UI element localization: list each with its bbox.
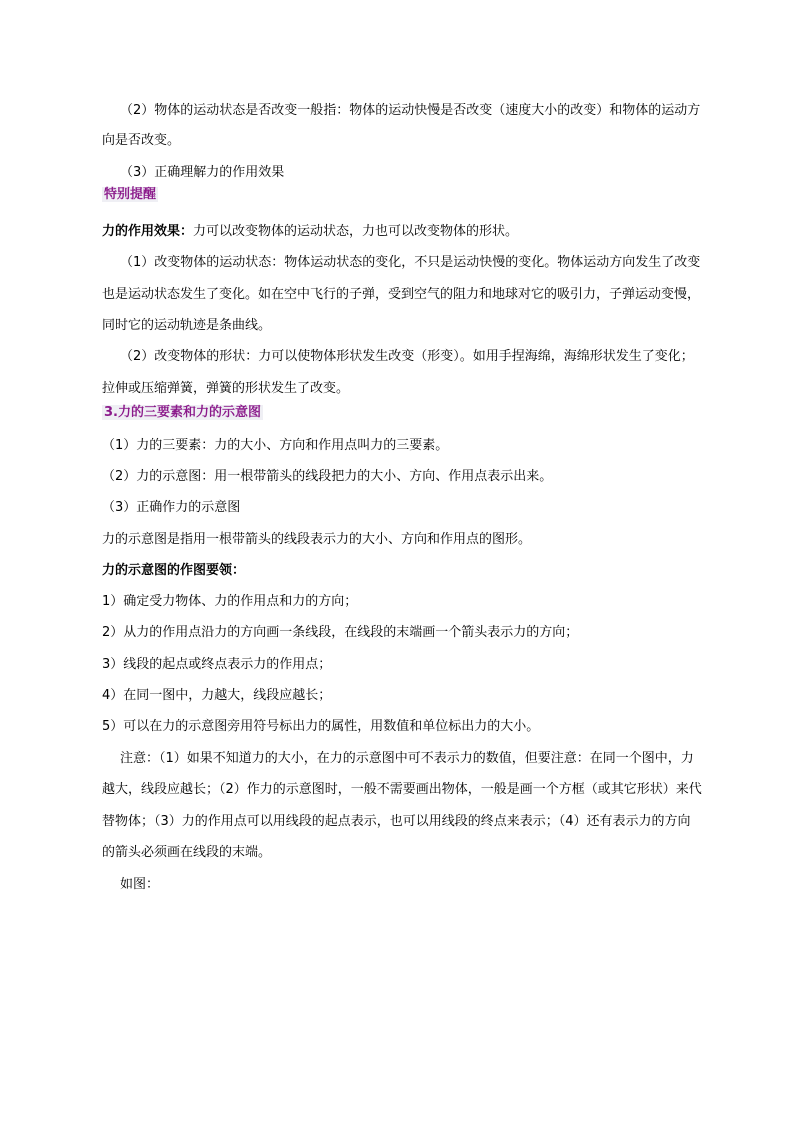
section3-heading: 3.力的三要素和力的示意图 bbox=[104, 405, 261, 420]
effect-text: 力可以改变物体的运动状态，力也可以改变物体的形状。 bbox=[193, 224, 519, 239]
diagram-definition: 力的示意图是指用一根带箭头的线段表示力的大小、方向和作用点的图形。 bbox=[102, 532, 532, 547]
draw-diagram-item: （3）正确作力的示意图 bbox=[102, 500, 241, 515]
paragraph-change-shape-line2: 拉伸或压缩弹簧，弹簧的形状发生了改变。 bbox=[102, 381, 350, 396]
effect-label: 力的作用效果： bbox=[102, 224, 194, 239]
paragraph-change-motion-line1: （1）改变物体的运动状态：物体运动状态的变化，不只是运动快慢的变化。物体运动方向发生了改变 bbox=[120, 255, 701, 270]
section3-heading-row bbox=[102, 404, 263, 422]
tip-heading: 特别提醒 bbox=[104, 187, 157, 202]
step-1: 1）确定受力物体、力的作用点和力的方向； bbox=[102, 594, 358, 609]
note-line1: 注意：（1）如果不知道力的大小，在力的示意图中可不表示力的数值，但要注意：在同一个图中，力 bbox=[120, 751, 694, 766]
tip-heading-row bbox=[102, 186, 158, 204]
effect-definition bbox=[102, 223, 518, 241]
three-elements-item: （1）力的三要素：力的大小、方向和作用点叫力的三要素。 bbox=[102, 438, 449, 453]
paragraph-change-motion-line3: 同时它的运动轨迹是条曲线。 bbox=[102, 318, 272, 333]
step-4: 4）在同一图中，力越大，线段应越长； bbox=[102, 688, 332, 703]
note-line4: 的箭头必须画在线段的末端。 bbox=[102, 845, 272, 860]
steps-heading: 力的示意图的作图要领： bbox=[102, 563, 246, 578]
paragraph-force-effect-intro: （3）正确理解力的作用效果 bbox=[120, 165, 285, 180]
step-3: 3）线段的起点或终点表示力的作用点； bbox=[102, 657, 332, 672]
figure-intro: 如图： bbox=[120, 877, 160, 892]
paragraph-change-motion-line2: 也是运动状态发生了变化。如在空中飞行的子弹，受到空气的阻力和地球对它的吸引力，子弹运动变慢， bbox=[102, 287, 701, 302]
step-2: 2）从力的作用点沿力的方向画一条线段，在线段的末端画一个箭头表示力的方向； bbox=[102, 625, 579, 640]
step-5: 5）可以在力的示意图旁用符号标出力的属性，用数值和单位标出力的大小。 bbox=[102, 719, 540, 734]
note-line2: 越大，线段应越长；（2）作力的示意图时，一般不需要画出物体，一般是画一个方框（或其它形状）来代 bbox=[102, 782, 702, 797]
paragraph-motion-state-line2: 向是否改变。 bbox=[102, 133, 181, 148]
paragraph-motion-state-line1: （2）物体的运动状态是否改变一般指：物体的运动快慢是否改变（速度大小的改变）和物体的运动方 bbox=[120, 103, 701, 118]
force-diagram-item: （2）力的示意图：用一根带箭头的线段把力的大小、方向、作用点表示出来。 bbox=[102, 469, 553, 484]
paragraph-change-shape-line1: （2）改变物体的形状：力可以使物体形状发生改变（形变）。如用手捏海绵，海绵形状发生了变化； bbox=[120, 349, 694, 364]
note-line3: 替物体；（3）力的作用点可以用线段的起点表示，也可以用线段的终点来表示；（4）还有表示力的方向 bbox=[102, 814, 691, 829]
